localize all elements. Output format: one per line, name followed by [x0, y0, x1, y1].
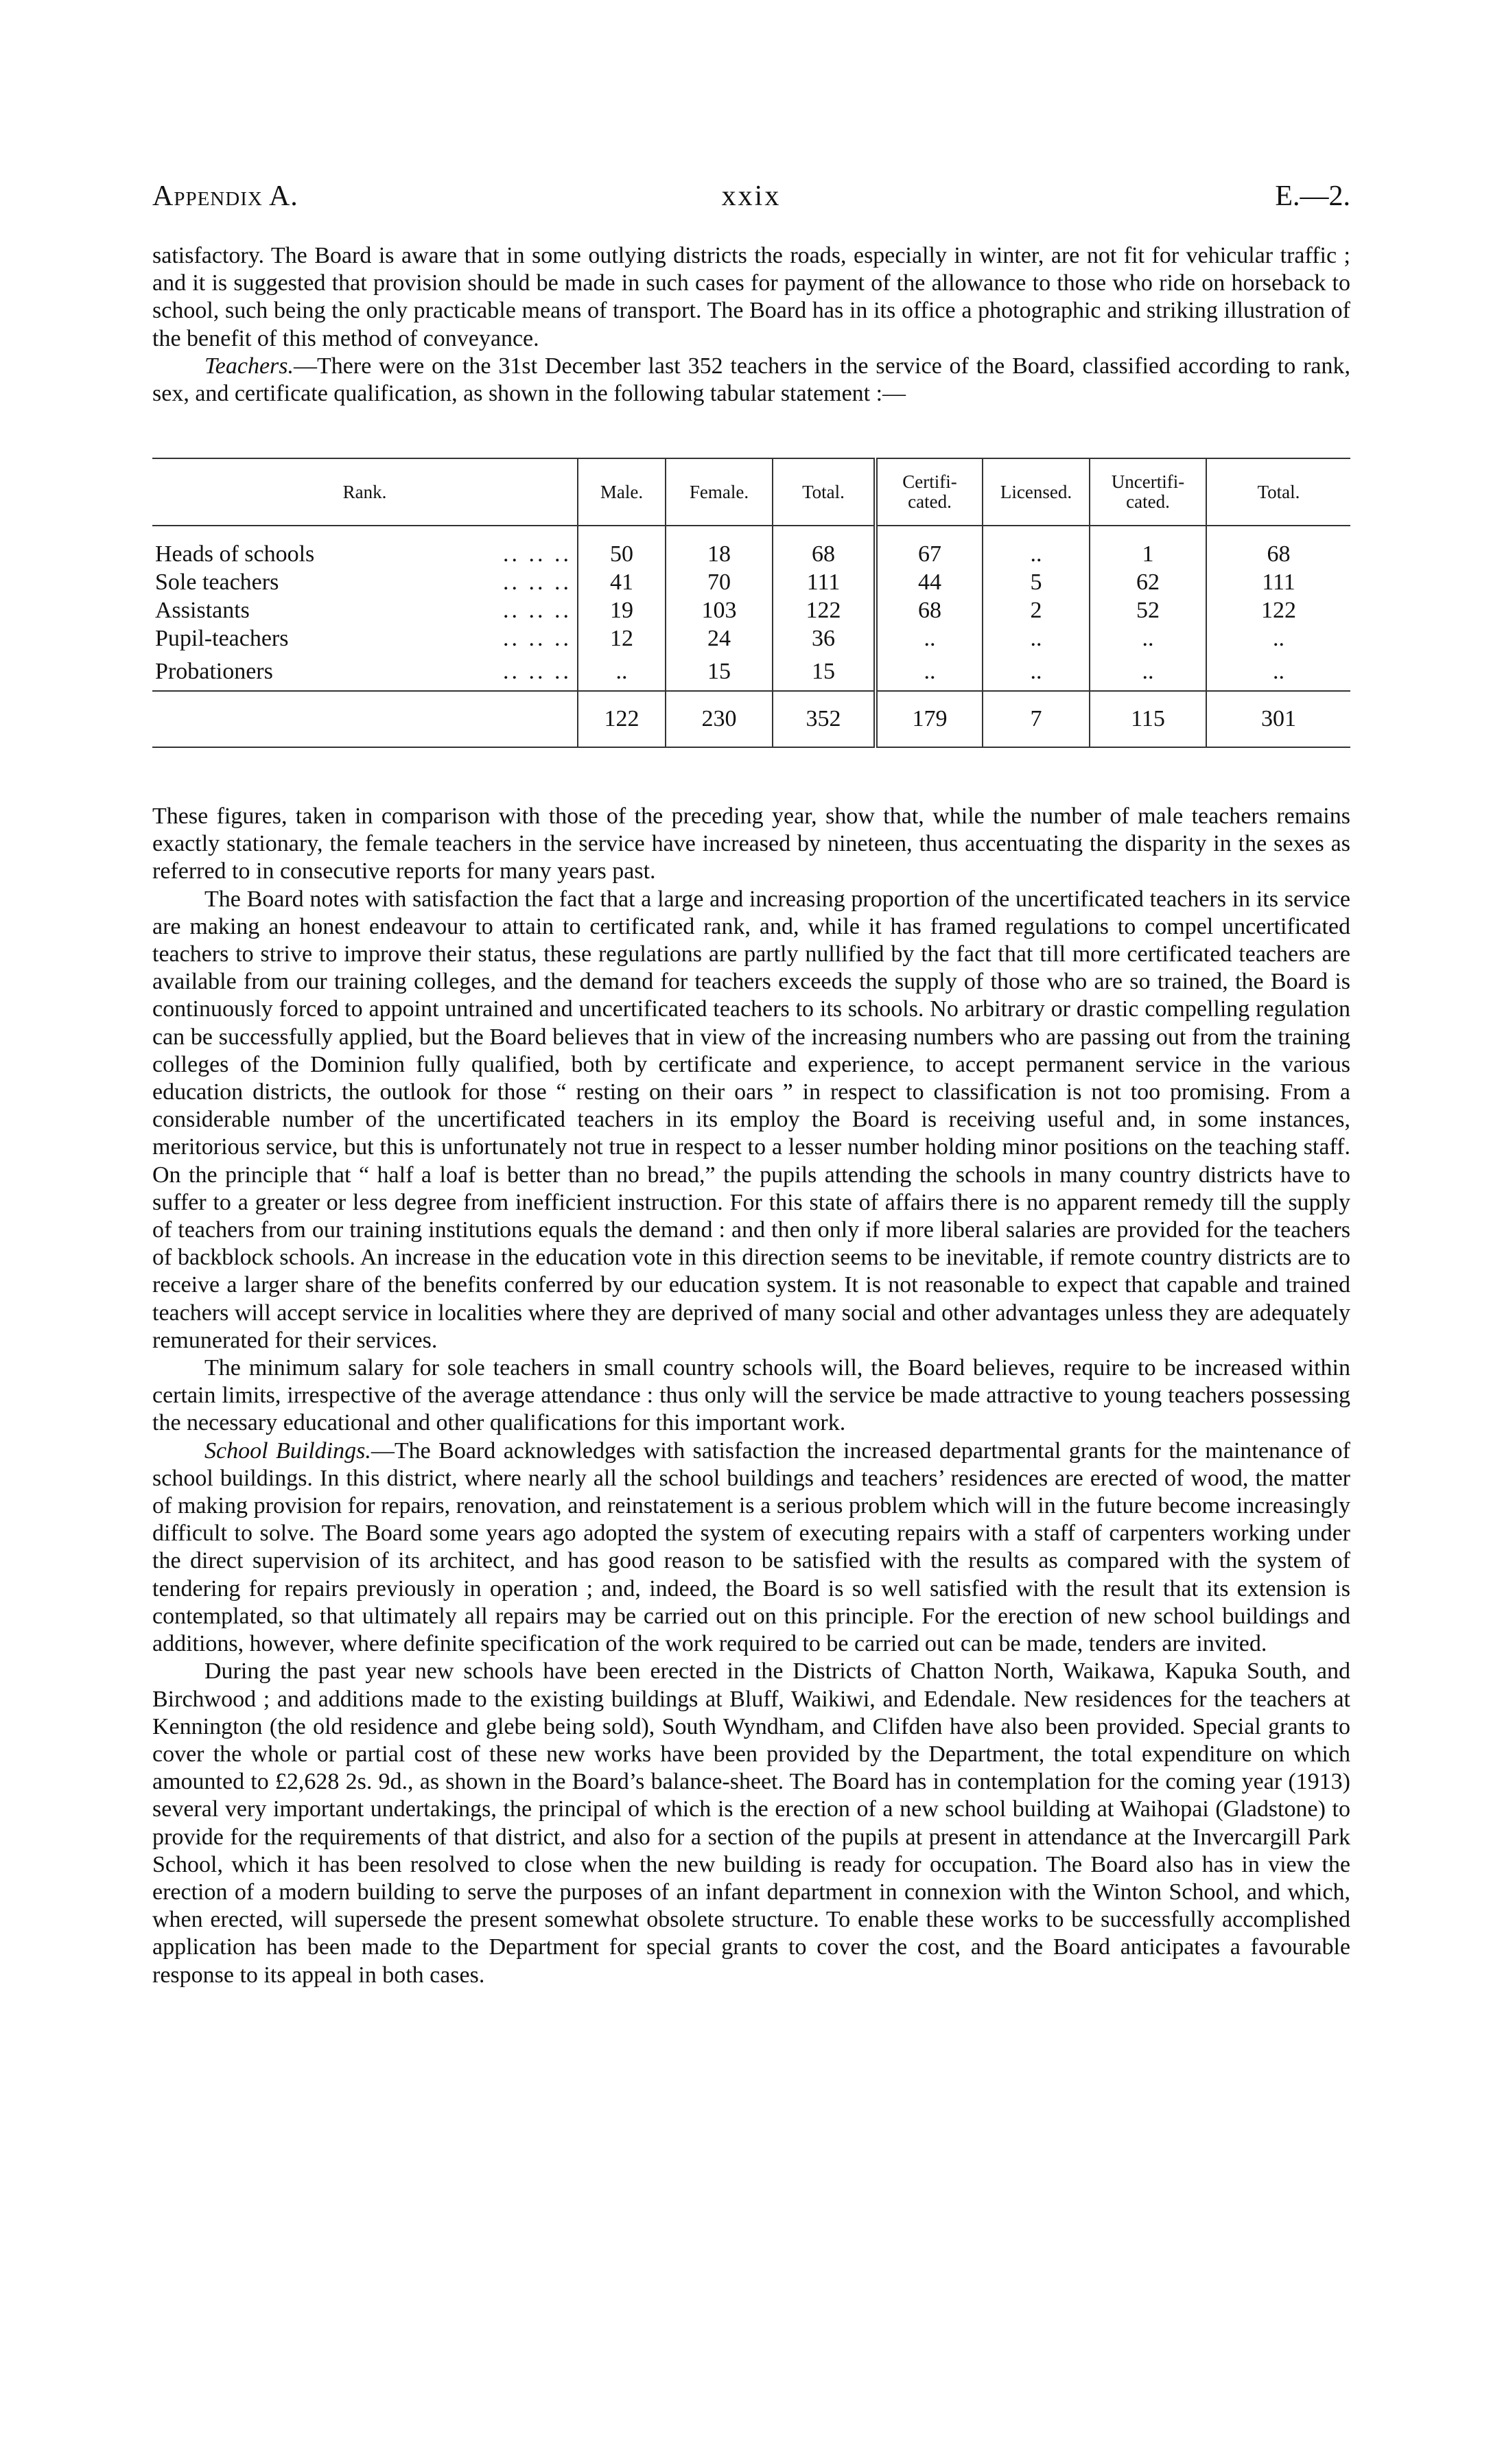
total-cell: 179 [876, 691, 983, 747]
section-heading-school-buildings: School Buildings. [204, 1438, 371, 1464]
total-cell: 230 [666, 691, 773, 747]
total-cell: 352 [773, 691, 876, 747]
paragraph-new-schools: During the past year new schools have been erected in the Districts of Chatton North, Waikawa, Kapuka South, and Birchwood ; and additions made to the existing buildings at Bluff, Waikiwi, and Edendale. New residences for the teachers at Kennington (the old residence and glebe being sold), South Wyndham, and Clifden have also been provided. Special grants to cover the whole or partial cost of these new works have been provided by the Department, the total expenditure on which amounted to £2,628 2s. 9d., as shown in the Board’s balance-sheet. The Board has in contemplation for the coming year (1913) several very important undertakings, the principal of which is the erection of a new school building at Waihopai (Gladstone) to provide for the requirements of that district, and also for a section of the pupils at present in attendance at the Invercargill Park School, which it has been resolved to close when the new building is ready for occupation. The Board also has in view the erection of a modern building to serve the purposes of an infant department in connexion with the Winton School, and which, when erected, will supersede the present somewhat obsolete structure. To enable these works to be successfully accomplished application has been made to the Department for special grants to cover the cost, and the Board anticipates a favourable response to its appeal in both cases. [152, 1658, 1350, 1988]
table-cell: .. [1206, 653, 1350, 691]
rank-cell: Probationers .. .. .. [155, 658, 572, 684]
table-cell: 68 [773, 540, 876, 568]
appendix-label: Appendix A. [152, 180, 298, 212]
page-header [152, 180, 1350, 221]
table-cell: 1 [1090, 540, 1206, 568]
total-cell: 115 [1090, 691, 1206, 747]
document-code: E.—2. [1275, 180, 1350, 212]
table-cell: .. [983, 653, 1090, 691]
table-cell: 122 [773, 596, 876, 624]
table-cell: 103 [666, 596, 773, 624]
column-header: Certifi-cated. [876, 458, 983, 526]
column-header: Licensed. [983, 458, 1090, 526]
table-cell: 19 [578, 596, 666, 624]
table-cell: 2 [983, 596, 1090, 624]
table-cell: 12 [578, 624, 666, 653]
table-cell: 122 [1206, 596, 1350, 624]
table-cell: 68 [876, 596, 983, 624]
table-cell: 18 [666, 540, 773, 568]
page-number: xxix [721, 180, 782, 212]
intro-text [152, 242, 1350, 408]
table-cell: .. [1206, 624, 1350, 653]
table-cell: 15 [666, 653, 773, 691]
table-cell: .. [983, 540, 1090, 568]
total-cell: 301 [1206, 691, 1350, 747]
table-cell: 111 [773, 568, 876, 596]
table-cell: .. [876, 624, 983, 653]
table-row [152, 653, 1350, 691]
column-header: Male. [578, 458, 666, 526]
rank-cell: Assistants .. .. .. [155, 597, 572, 623]
table-cell: 50 [578, 540, 666, 568]
table-row [152, 540, 1350, 568]
table-cell: 24 [666, 624, 773, 653]
table-cell: .. [1090, 653, 1206, 691]
teachers-table [152, 458, 1350, 748]
column-header: Female. [666, 458, 773, 526]
rank-cell: Pupil-teachers .. .. .. [155, 625, 572, 651]
table-cell: 41 [578, 568, 666, 596]
column-header: Total. [1206, 458, 1350, 526]
paragraph-transport: satisfactory. The Board is aware that in some outlying districts the roads, especially in winter, are not fit for vehicular traffic ; and it is suggested that provision should be made in such cases for payment of the allowance to those who ride on horseback to school, such being the only practicable means of transport. The Board has in its office a photographic and striking illustration of the benefit of this method of conveyance. [152, 243, 1350, 351]
table-row [152, 624, 1350, 653]
table-cell: 62 [1090, 568, 1206, 596]
total-cell: 7 [983, 691, 1090, 747]
table-header-row [152, 458, 1350, 526]
table-cell: .. [1090, 624, 1206, 653]
table-row [152, 568, 1350, 596]
table-cell: .. [578, 653, 666, 691]
table-cell: 36 [773, 624, 876, 653]
table-cell: .. [876, 653, 983, 691]
table-cell: 5 [983, 568, 1090, 596]
total-cell: 122 [578, 691, 666, 747]
table-cell: 111 [1206, 568, 1350, 596]
column-header: Rank. [152, 458, 578, 526]
column-header: Total. [773, 458, 876, 526]
table-cell: 15 [773, 653, 876, 691]
body-text [152, 803, 1350, 1989]
table-row [152, 596, 1350, 624]
table-cell: 44 [876, 568, 983, 596]
totals-row [152, 691, 1350, 747]
paragraph-comparison: These figures, taken in comparison with those of the preceding year, show that, while the number of male teachers remains exactly stationary, the female teachers in the service have increased by nineteen, thus accentuating the disparity in the sexes as referred to in consecutive reports for many years past. [152, 803, 1350, 884]
table-cell: 68 [1206, 540, 1350, 568]
column-header: Uncertifi-cated. [1090, 458, 1206, 526]
paragraph-minimum-salary: The minimum salary for sole teachers in small country schools will, the Board believes, require to be increased within certain limits, irrespective of the average attendance : thus only will the service be made attractive to young teachers possessing the necessary educational and other qualifications for this important work. [152, 1355, 1350, 1436]
rank-cell: Heads of schools .. .. .. [155, 541, 572, 567]
rank-cell: Sole teachers .. .. .. [155, 569, 572, 595]
paragraph-school-buildings: School Buildings.—The Board acknowledges with satisfaction the increased departmental grants for the maintenance of school buildings. In this district, where nearly all the school buildings and teachers’ residences are erected of wood, the matter of making provision for repairs, renovation, and reinstatement is a serious problem which will in the future become increasingly difficult to solve. The Board some years ago adopted the system of executing repairs with a staff of carpenters working under the direct supervision of its architect, and has good reason to be satisfied with the results as compared with the system of tendering for repairs previously in operation ; and, indeed, the Board is so well satisfied with the result that its extension is contemplated, so that ultimately all repairs may be carried out on this principle. For the erection of new school buildings and additions, however, where definite specification of the work required to be carried out can be made, tenders are invited. [152, 1438, 1350, 1657]
section-heading-teachers: Teachers. [204, 353, 294, 379]
paragraph-teachers: Teachers.—There were on the 31st December last 352 teachers in the service of the Board, classified according to rank, sex, and certificate qualification, as shown in the following tabular statement :— [152, 353, 1350, 407]
table-cell: .. [983, 624, 1090, 653]
table-cell: 67 [876, 540, 983, 568]
table-cell: 52 [1090, 596, 1206, 624]
table-cell: 70 [666, 568, 773, 596]
paragraph-uncertificated: The Board notes with satisfaction the fact that a large and increasing proportion of the uncertificated teachers in its service are making an honest endeavour to attain to certificated rank, and, while it has framed regulations to compel uncertificated teachers to strive to improve their status, these regulations are partly nullified by the fact that till more certificated teachers are available from our training colleges, and the demand for teachers exceeds the supply of those who are so trained, the Board is continuously forced to appoint untrained and uncertificated teachers to its schools. No arbitrary or drastic compelling regulation can be successfully applied, but the Board believes that in view of the increasing numbers who are passing out from the training colleges of the Dominion fully qualified, both by certificate and experience, to accept permanent service in the various education districts, the outlook for those “ resting on their oars ” in respect to classification is not too promising. From a considerable number of the uncertificated teachers in its employ the Board is receiving useful and, in some instances, meritorious service, but this is unfortunately not true in respect to a lesser number holding minor positions on the teaching staff. On the principle that “ half a loaf is better than no bread,” the pupils attending the schools in many country districts have to suffer to a greater or less degree from inefficient instruction. For this state of affairs there is no apparent remedy till the supply of teachers from our training institutions equals the demand : and then only if more liberal salaries are provided for the teachers of backblock schools. An increase in the education vote in this direction seems to be inevitable, if remote country districts are to receive a larger share of the benefits conferred by our education system. It is not reasonable to expect that capable and trained teachers will accept service in localities where they are deprived of many social and other advantages unless they are adequately remunerated for their services. [152, 886, 1350, 1353]
